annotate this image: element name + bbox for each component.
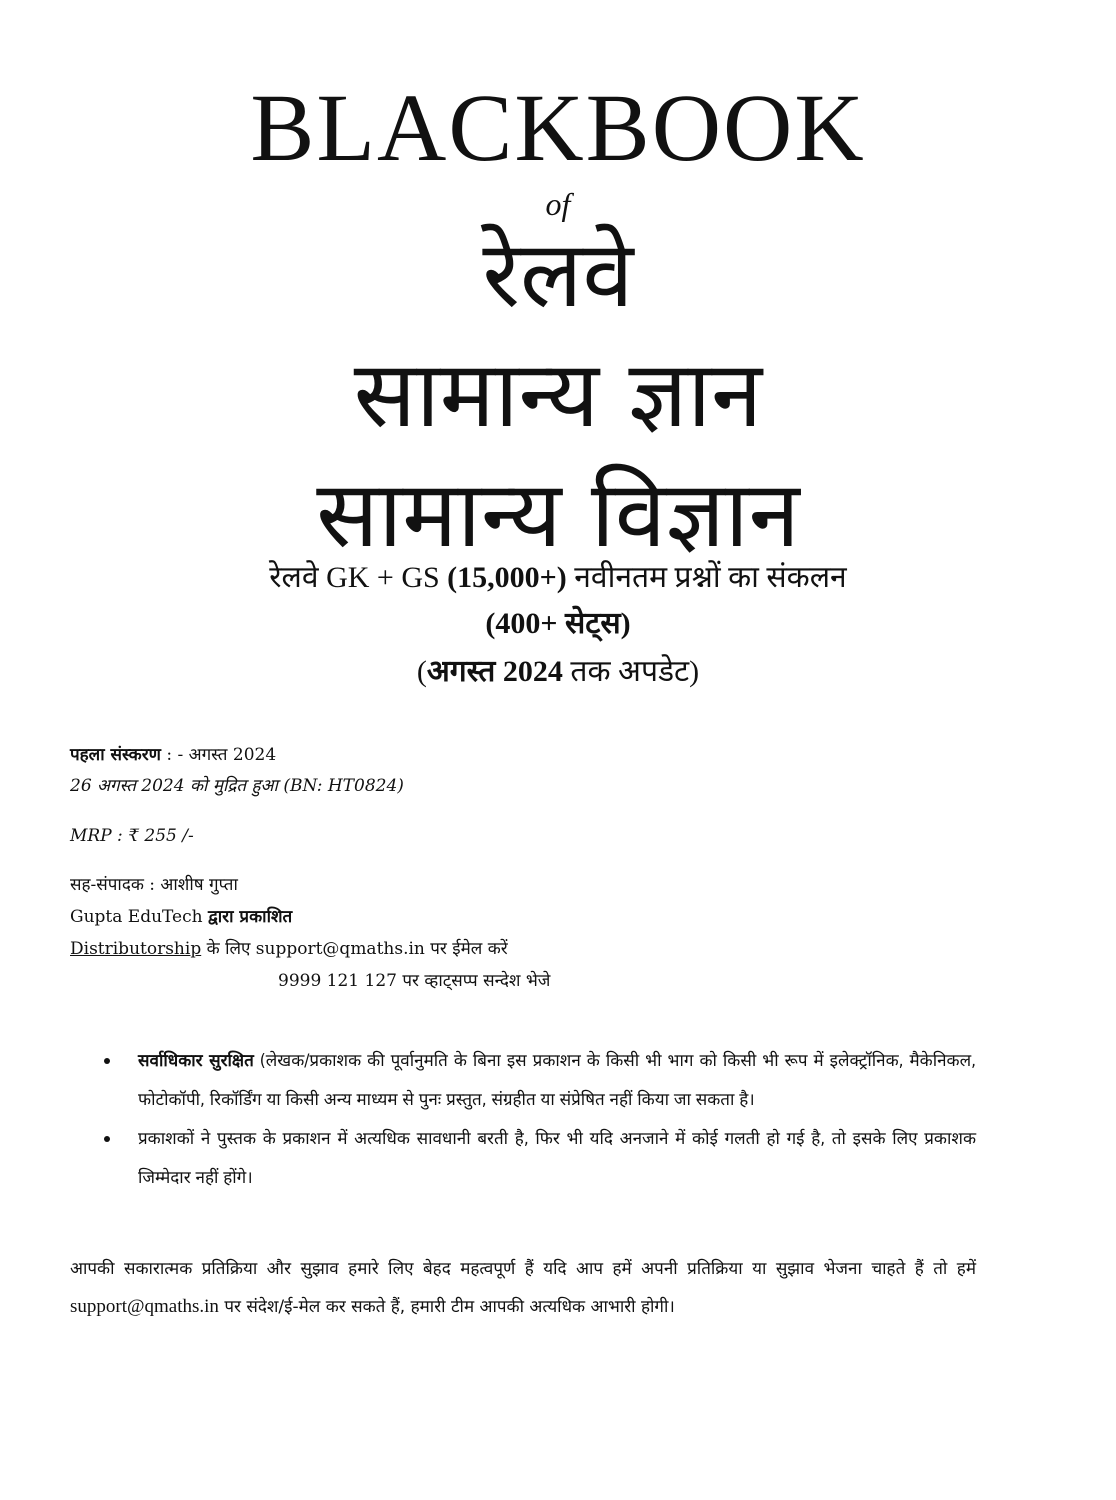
mrp-line: MRP : ₹ 255 /- (70, 826, 194, 846)
book-title: BLACKBOOK (250, 74, 866, 181)
update-note (0, 650, 1116, 694)
title-general-knowledge: सामान्य ज्ञान (353, 341, 763, 448)
feedback-text-1: आपकी सकारात्मक प्रतिक्रिया और सुझाव हमारे लिए बेहद महत्वपूर्ण हैं यदि आप हमें अपनी प्रतिक्रिया या सुझाव भेजना चाहते हैं तो हमें (70, 1259, 976, 1279)
bullet-icon (104, 1136, 110, 1142)
publisher-suffix: द्वारा प्रकाशित (207, 907, 293, 927)
feedback-email: support@qmaths.in (70, 1296, 219, 1317)
subtitle-line-1 (0, 556, 1116, 600)
edition-label: पहला संस्करण (70, 745, 161, 765)
bullet-icon (104, 1058, 110, 1064)
copyright-label: सर्वाधिकार सुरक्षित (138, 1051, 254, 1071)
subtitle-suffix: नवीनतम प्रश्नों का संकलन (566, 561, 847, 594)
feedback-text-2: पर संदेश/ई-मेल कर सकते हैं, हमारी टीम आपकी अत्यधिक आभारी होगी। (218, 1297, 675, 1317)
question-count: (15,000+) (447, 561, 567, 594)
sets-count: (400+ सेट्स) (485, 607, 631, 640)
copyright-text: (लेखक/प्रकाशक की पूर्वानुमति के बिना इस प्रकाशन के किसी भी भाग को किसी भी रूप में इलेक्ट्रॉनिक, मैकेनिकल, फोटोकॉपी, रिकॉर्डिंग या किसी अन्य माध्यम से पुनः प्रस्तुत, संग्रहीत या संप्रेषित नहीं किया जा सकता है। (138, 1051, 976, 1110)
distributorship-text: के लिए support@qmaths.in पर ईमेल करें (201, 939, 508, 959)
title-general-science: सामान्य विज्ञान (316, 461, 800, 568)
disclaimer-list (104, 1042, 976, 1198)
printed-line: 26 अगस्त 2024 को मुद्रित हुआ (BN: HT0824) (70, 776, 404, 796)
update-date: अगस्त 2024 (426, 655, 563, 688)
feedback-paragraph (70, 1250, 976, 1326)
whatsapp-line: 9999 121 127 पर व्हाट्सप्प सन्देश भेजे (278, 971, 551, 991)
paren-open: ( (416, 655, 427, 688)
publisher-name: Gupta EduTech (70, 907, 208, 927)
edition-value: : - अगस्त 2024 (160, 745, 277, 765)
title-railway: रेलवे (482, 221, 634, 328)
list-item (104, 1120, 976, 1198)
distributorship-link[interactable]: Distributorship (70, 939, 202, 959)
distributorship-line (70, 936, 508, 962)
publisher-line (70, 904, 292, 930)
title-of: of (545, 186, 571, 222)
update-rest: तक अपडेट) (562, 655, 700, 688)
list-item (104, 1042, 976, 1120)
subtitle-prefix: रेलवे GK + GS (269, 561, 448, 594)
edition-line (70, 742, 276, 768)
coeditor-line: सह-संपादक : आशीष गुप्ता (70, 875, 238, 895)
liability-text: प्रकाशकों ने पुस्तक के प्रकाशन में अत्यधिक सावधानी बरती है, फिर भी यदि अनजाने में कोई गलती हो गई है, तो इसके लिए प्रकाशक जिम्मेदार नहीं होंगे। (138, 1129, 976, 1188)
